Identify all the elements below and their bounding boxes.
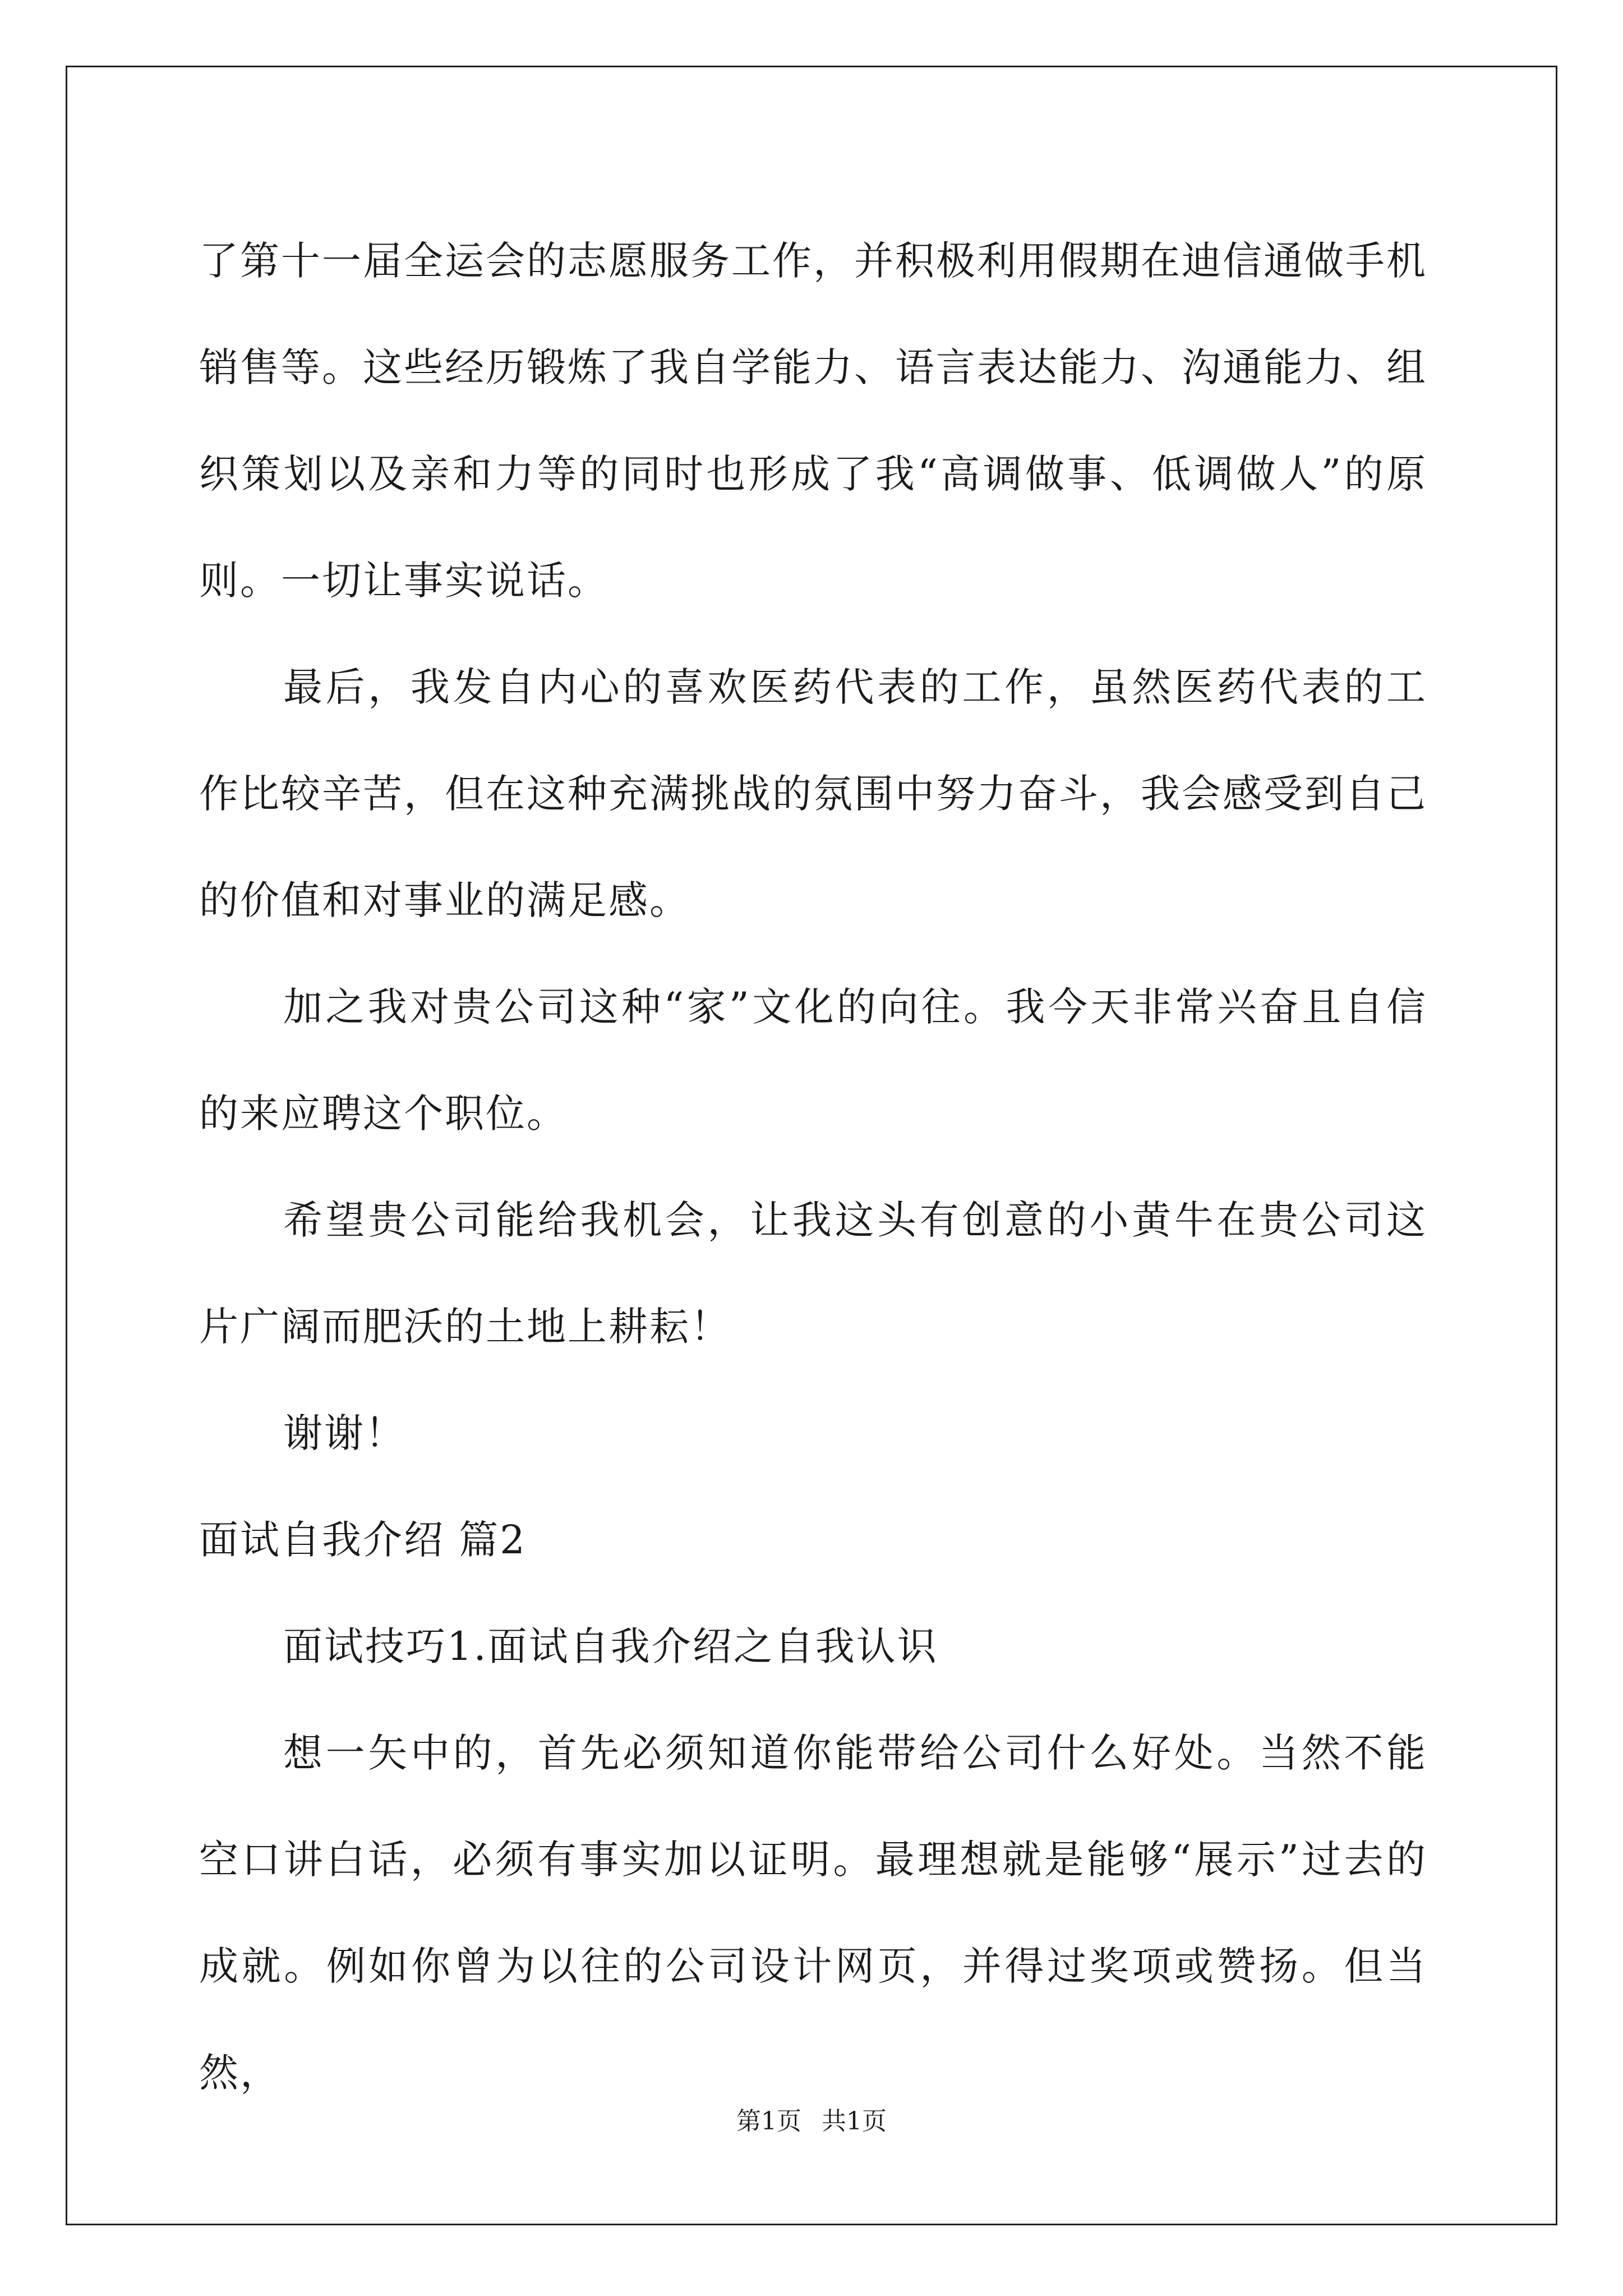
paragraph: 谢谢！ — [283, 1410, 406, 1456]
paragraph: 想一矢中的，首先必须知道你能带给公司什么好处。当然不能空口讲白话，必须有事实加以证明。最理想就是能够“展示”过去的成就。例如你曾为以往的公司设计网页，并得过奖项或赞扬。但当然， — [199, 1730, 1427, 2096]
section-heading: 面试自我介绍 篇2 — [199, 1517, 527, 1563]
document-body — [199, 208, 1427, 2126]
paragraph: 加之我对贵公司这种“家”文化的向往。我今天非常兴奋且自信的来应聘这个职位。 — [199, 984, 1427, 1137]
page-footer — [0, 2101, 1623, 2137]
paragraph: 最后，我发自内心的喜欢医药代表的工作，虽然医药代表的工作比较辛苦，但在这种充满挑战的氛围中努力奋斗，我会感受到自己的价值和对事业的满足感。 — [199, 664, 1427, 923]
page-total: 共1页 — [822, 2107, 887, 2136]
paragraph: 希望贵公司能给我机会，让我这头有创意的小黄牛在贵公司这片广阔而肥沃的土地上耕耘！ — [199, 1197, 1427, 1350]
page-number: 第1页 — [736, 2107, 801, 2136]
paragraph: 面试技巧1.面试自我介绍之自我认识 — [283, 1623, 938, 1669]
paragraph: 了第十一届全运会的志愿服务工作，并积极利用假期在迪信通做手机销售等。这些经历锻炼了我自学能力、语言表达能力、沟通能力、组织策划以及亲和力等的同时也形成了我“高调做事、低调做人”的原则。一切让事实说话。 — [199, 238, 1427, 604]
